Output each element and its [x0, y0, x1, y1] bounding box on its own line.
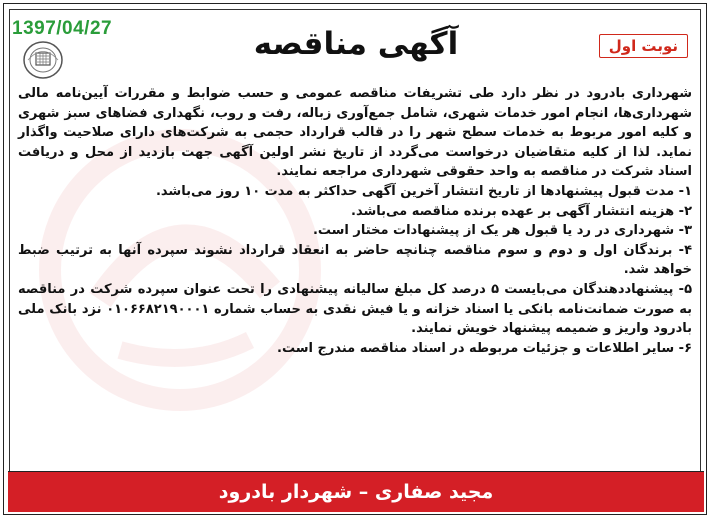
notice-title: آگهی مناقصه: [253, 26, 459, 62]
list-item: ۴- برندگان اول و دوم و سوم مناقصه چنانچه حاضر به انعقاد قرارداد نشوند سپرده آنها به ترتیب ضبط خواهد شد.: [18, 242, 692, 278]
round-badge: نوبت اول: [599, 34, 688, 58]
signature-bar: [8, 471, 704, 512]
list-item: ۱- مدت قبول پیشنهادها از تاریخ انتشار آخرین آگهی حداکثر به مدت ۱۰ روز می‌باشد.: [155, 183, 692, 199]
date-stamp: 1397/04/27: [12, 18, 113, 39]
list-item: ۳- شهرداری در رد یا قبول هر یک از پیشنهادات مختار است.: [312, 223, 692, 239]
intro-paragraph: شهرداری بادرود در نظر دارد طی تشریفات مناقصه عمومی و حسب ضوابط و مقررات آیین‌نامه مالی شهرداری‌ها، انجام امور خدمات شهری، شامل جمع‌آوری زباله، رفت و روب، نگهداری فضاهای سبز شهری و کلیه امور مربوط به خدمات سطح شهر را در قالب قرارداد حجمی به شرکت‌های دارای صلاحیت واگذار نماید. لذا از کلیه متقاضیان درخواست می‌گردد از تاریخ نشر اولین آگهی جهت بازدید از محل و دریافت اسناد شرکت در مناقصه به واحد حقوقی شهرداری مراجعه نمایند.: [18, 86, 692, 180]
list-item: ۶- سایر اطلاعات و جزئیات مربوطه در اسناد مناقصه مندرج است.: [277, 340, 692, 356]
notice-body: [18, 84, 692, 358]
signature-text: مجید صفاری – شهردار بادرود: [218, 481, 494, 503]
list-item: ۵- پیشنهاددهندگان می‌بایست ۵ درصد کل مبلغ سالیانه پیشنهادی را تحت عنوان سپرده شرکت در مناقصه به صورت ضمانت‌نامه بانکی یا اسناد خزانه و یا فیش نقدی به حساب شماره ۰۱۰۶۶۸۲۱۹۰۰۰۱ نزد بانک ملی بادرود واریز و ضمیمه پیشنهاد خویش نمایند.: [18, 281, 692, 337]
list-item: ۲- هزینه انتشار آگهی بر عهده برنده مناقصه می‌باشد.: [351, 203, 692, 219]
